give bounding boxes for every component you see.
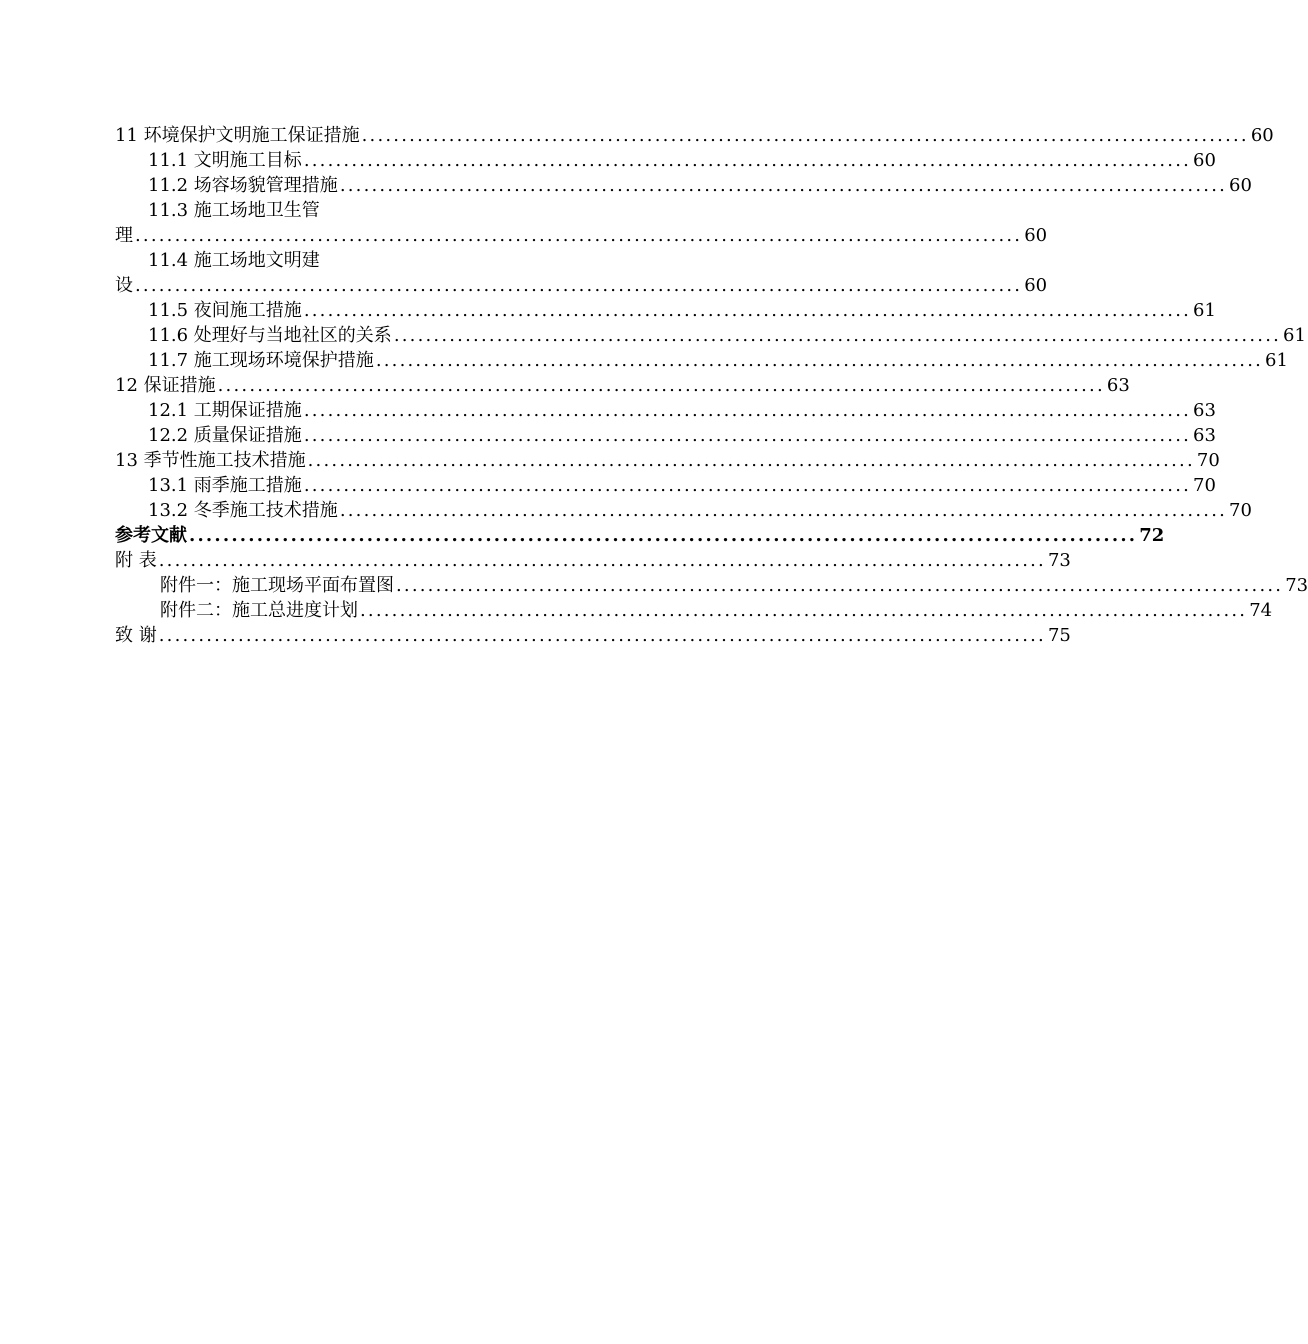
toc-page-number: 61 (1283, 325, 1306, 346)
toc-leader: ................................................................................................................ (303, 150, 1192, 171)
toc-entry-11-4[interactable] (115, 248, 1048, 298)
toc-leader: ................................................................................................................ (158, 550, 1046, 571)
toc-title-continuation: 理 (115, 225, 133, 246)
toc-leader: ................................................................................................................ (396, 575, 1284, 596)
toc-page-number: 63 (1193, 425, 1216, 446)
toc-entry-appendix-2[interactable] (115, 598, 1273, 623)
toc-page-number: 60 (1024, 275, 1048, 296)
toc-leader: ................................................................................................................ (189, 525, 1138, 546)
toc-title: 11.2 场容场貌管理措施 (148, 175, 338, 196)
toc-page-number: 63 (1106, 375, 1130, 396)
toc-leader: ................................................................................................................ (375, 350, 1264, 371)
toc-title: 11.4 施工场地文明建 (148, 250, 320, 271)
toc-title: 致 谢 (115, 625, 157, 646)
toc-title: 13.1 雨季施工措施 (148, 475, 302, 496)
toc-entry-13-2[interactable] (115, 498, 1252, 523)
toc-page-number: 73 (1047, 550, 1071, 571)
toc-page-number: 73 (1285, 575, 1308, 596)
toc-entry-11-3[interactable] (115, 198, 1048, 248)
toc-leader: ................................................................................................................ (303, 425, 1192, 446)
toc-entry-11-7[interactable] (115, 348, 1288, 373)
toc-title: 11.5 夜间施工措施 (148, 300, 302, 321)
toc-page-number: 60 (1250, 125, 1274, 146)
toc-leader: ................................................................................................................ (307, 450, 1195, 471)
toc-entry-13-1[interactable] (115, 473, 1216, 498)
toc-title: 附 表 (115, 550, 157, 571)
toc-leader: ................................................................................................................ (303, 300, 1192, 321)
toc-leader: ................................................................................................................ (217, 375, 1105, 396)
toc-leader: ................................................................................................................ (339, 500, 1228, 521)
toc-title: 附件二：施工总进度计划 (160, 600, 358, 621)
toc-entry-acknowledgements[interactable] (115, 623, 1071, 648)
toc-page-number: 60 (1193, 150, 1216, 171)
toc-page-number: 70 (1193, 475, 1216, 496)
toc-entry-11-1[interactable] (115, 148, 1216, 173)
toc-entry-12-1[interactable] (115, 398, 1216, 423)
toc-leader: ................................................................................................................ (303, 475, 1192, 496)
toc-entry-11-6[interactable] (115, 323, 1306, 348)
toc-title: 11.1 文明施工目标 (148, 150, 302, 171)
toc-leader: ................................................................................................................ (303, 400, 1192, 421)
toc-leader: ................................................................................................................ (135, 225, 1023, 246)
toc-leader: ................................................................................................................ (339, 175, 1228, 196)
toc-entry-12-2[interactable] (115, 423, 1216, 448)
toc-page-number: 70 (1196, 450, 1220, 471)
toc-leader: ................................................................................................................ (360, 600, 1248, 621)
toc-page-number: 60 (1024, 225, 1048, 246)
toc-page-number: 61 (1265, 350, 1288, 371)
table-of-contents (115, 123, 1308, 648)
toc-leader: ................................................................................................................ (361, 125, 1249, 146)
toc-title: 11.3 施工场地卫生管 (148, 200, 320, 221)
toc-entry-11[interactable] (115, 123, 1274, 148)
toc-title: 13.2 冬季施工技术措施 (148, 500, 338, 521)
toc-entry-appendix[interactable] (115, 548, 1071, 573)
toc-page-number: 70 (1229, 500, 1252, 521)
toc-title: 附件一：施工现场平面布置图 (160, 575, 394, 596)
toc-title-continuation: 设 (115, 275, 133, 296)
toc-title: 参考文献 (115, 525, 187, 546)
toc-page-number: 72 (1139, 525, 1165, 546)
toc-page-number: 74 (1249, 600, 1273, 621)
toc-leader: ................................................................................................................ (135, 275, 1023, 296)
toc-title: 11.6 处理好与当地社区的关系 (148, 325, 392, 346)
toc-title: 12.2 质量保证措施 (148, 425, 302, 446)
toc-title: 12.1 工期保证措施 (148, 400, 302, 421)
toc-entry-12[interactable] (115, 373, 1130, 398)
toc-title: 11.7 施工现场环境保护措施 (148, 350, 374, 371)
toc-page-number: 60 (1229, 175, 1252, 196)
toc-title: 12 保证措施 (115, 375, 216, 396)
toc-entry-13[interactable] (115, 448, 1220, 473)
toc-title: 11 环境保护文明施工保证措施 (115, 125, 360, 146)
toc-entry-references[interactable] (115, 523, 1165, 548)
toc-entry-appendix-1[interactable] (115, 573, 1308, 598)
toc-page-number: 63 (1193, 400, 1216, 421)
toc-leader: ................................................................................................................ (158, 625, 1046, 646)
toc-entry-11-2[interactable] (115, 173, 1252, 198)
toc-leader: ................................................................................................................ (393, 325, 1282, 346)
toc-entry-11-5[interactable] (115, 298, 1216, 323)
toc-page-number: 61 (1193, 300, 1216, 321)
toc-title: 13 季节性施工技术措施 (115, 450, 306, 471)
toc-page-number: 75 (1047, 625, 1071, 646)
